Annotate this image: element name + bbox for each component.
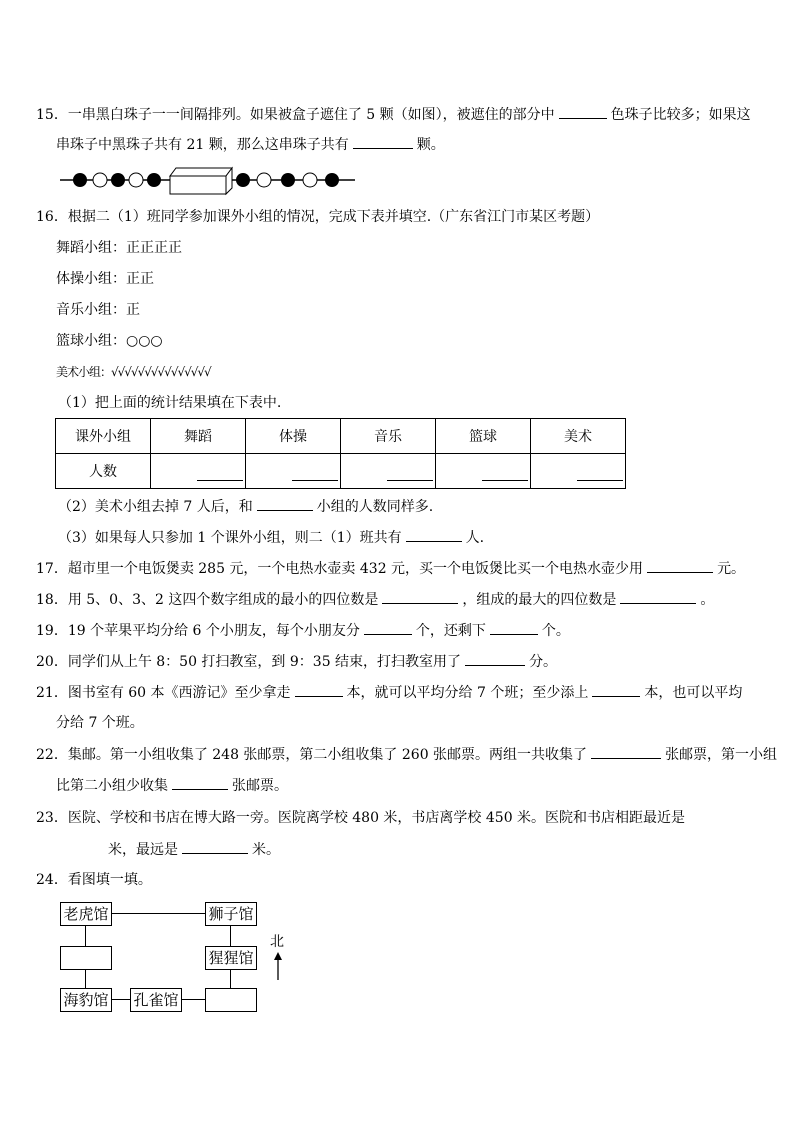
north-label: 北 xyxy=(270,934,284,950)
tally-basketball: 篮球小组：○○○ xyxy=(56,333,163,349)
q22-line1: 22．集邮。第一小组收集了 248 张邮票，第二小组收集了 260 张邮票。两组一共收集了 张邮票，第一小组 xyxy=(36,744,777,765)
north-arrow-icon xyxy=(272,952,284,980)
table-header: 体操 xyxy=(246,419,341,454)
q19: 19．19 个苹果平均分给 6 个小朋友，每个小朋友分 个，还剩下 个。 xyxy=(36,620,570,641)
q23-blank-farthest[interactable] xyxy=(182,839,248,854)
map-blank-box-left[interactable] xyxy=(60,946,112,970)
table-cell-basketball[interactable] xyxy=(436,454,531,489)
bead-black xyxy=(73,173,87,187)
bead-black xyxy=(236,173,250,187)
bead-white xyxy=(257,173,271,187)
table-header: 音乐 xyxy=(341,419,436,454)
bead-white xyxy=(129,173,143,187)
q16-blank-same-group[interactable] xyxy=(257,496,313,511)
peacock-house: 孔雀馆 xyxy=(130,988,182,1012)
bead-black xyxy=(281,173,295,187)
q21-line2: 分给 7 个班。 xyxy=(56,715,144,731)
q16-sub1: （1）把上面的统计结果填在下表中. xyxy=(58,395,282,411)
table-cell-gym[interactable] xyxy=(246,454,341,489)
q16-sub2: （2）美术小组去掉 7 人后，和 小组的人数同样多. xyxy=(58,496,433,517)
q20: 20．同学们从上午 8：50 打扫教室，到 9：35 结束，打扫教室用了 分。 xyxy=(36,651,557,672)
map-path xyxy=(110,913,206,914)
map-path xyxy=(85,968,86,990)
q17: 17．超市里一个电饭煲卖 285 元，一个电热水壶卖 432 元，买一个电饭煲比买一个电热水壶少用 元。 xyxy=(36,558,745,579)
table-header-row xyxy=(56,419,626,454)
map-blank-box-right[interactable] xyxy=(205,988,257,1012)
q20-blank[interactable] xyxy=(465,651,525,666)
tally-music: 音乐小组：正 xyxy=(56,302,140,318)
box-icon xyxy=(170,168,232,194)
gorilla-house: 猩猩馆 xyxy=(205,946,257,970)
q21-blank-remove[interactable] xyxy=(295,682,343,697)
q22-blank-diff[interactable] xyxy=(172,775,228,790)
q22-line2: 比第二小组少收集 张邮票。 xyxy=(56,775,288,796)
table-row xyxy=(56,454,626,489)
q18: 18．用 5、0、3、2 这四个数字组成的最小的四位数是 ，组成的最大的四位数是 。 xyxy=(36,589,714,610)
map-path xyxy=(230,968,231,990)
bead-black xyxy=(325,173,339,187)
q16-blank-total[interactable] xyxy=(406,527,462,542)
table-header: 课外小组 xyxy=(56,419,151,454)
q19-blank-remain[interactable] xyxy=(490,620,538,635)
q24-title: 24．看图填一填。 xyxy=(36,872,152,888)
club-table xyxy=(55,418,626,489)
bead-black xyxy=(111,173,125,187)
table-header: 舞蹈 xyxy=(151,419,246,454)
bead-white xyxy=(303,173,317,187)
q15-line1: 15．一串黑白珠子一一间隔排列。如果被盒子遮住了 5 颗（如图），被遮住的部分中 色珠子比较多；如果这 xyxy=(36,104,751,125)
q17-blank[interactable] xyxy=(647,558,713,573)
table-cell-art[interactable] xyxy=(531,454,626,489)
map-path xyxy=(180,999,205,1000)
q21-line1: 21．图书室有 60 本《西游记》至少拿走 本，就可以平均分给 7 个班；至少添上 本，也可以平均 xyxy=(36,682,742,703)
q15-blank-total[interactable] xyxy=(353,134,413,149)
q16-sub3: （3）如果每人只参加 1 个课外小组，则二（1）班共有 人. xyxy=(58,527,484,548)
tiger-house: 老虎馆 xyxy=(60,902,112,926)
lion-house: 狮子馆 xyxy=(205,902,257,926)
table-header: 篮球 xyxy=(436,419,531,454)
leopard-house: 海豹馆 xyxy=(60,988,112,1012)
bead-white xyxy=(93,173,107,187)
q15-line2: 串珠子中黑珠子共有 21 颗，那么这串珠子共有 颗。 xyxy=(56,134,445,155)
map-path xyxy=(230,924,231,946)
table-row-label: 人数 xyxy=(56,454,151,489)
tally-dance: 舞蹈小组：正正正正 xyxy=(56,240,182,256)
map-path xyxy=(85,924,86,946)
table-header: 美术 xyxy=(531,419,626,454)
q18-blank-max[interactable] xyxy=(620,589,696,604)
tally-gym: 体操小组：正正 xyxy=(56,271,154,287)
table-cell-dance[interactable] xyxy=(151,454,246,489)
q18-blank-min[interactable] xyxy=(382,589,458,604)
q16-title: 16．根据二（1）班同学参加课外小组的情况，完成下表并填空.（广东省江门市某区考题） xyxy=(36,209,600,225)
bead-black xyxy=(147,173,161,187)
q23-line2: 米，最远是 米。 xyxy=(56,839,280,860)
q22-blank-total[interactable] xyxy=(591,744,661,759)
map-path xyxy=(110,999,130,1000)
tally-art: 美术小组：√√√√√√√√√√√√√√√ xyxy=(56,365,211,379)
q19-blank-each[interactable] xyxy=(364,620,412,635)
q15-blank-color[interactable] xyxy=(559,104,607,119)
table-cell-music[interactable] xyxy=(341,454,436,489)
bead-string-figure xyxy=(60,162,360,198)
q21-blank-add[interactable] xyxy=(592,682,640,697)
q23-line1: 23．医院、学校和书店在博大路一旁。医院离学校 480 米，书店离学校 450 米。医院和书店相距最近是 xyxy=(36,810,686,826)
